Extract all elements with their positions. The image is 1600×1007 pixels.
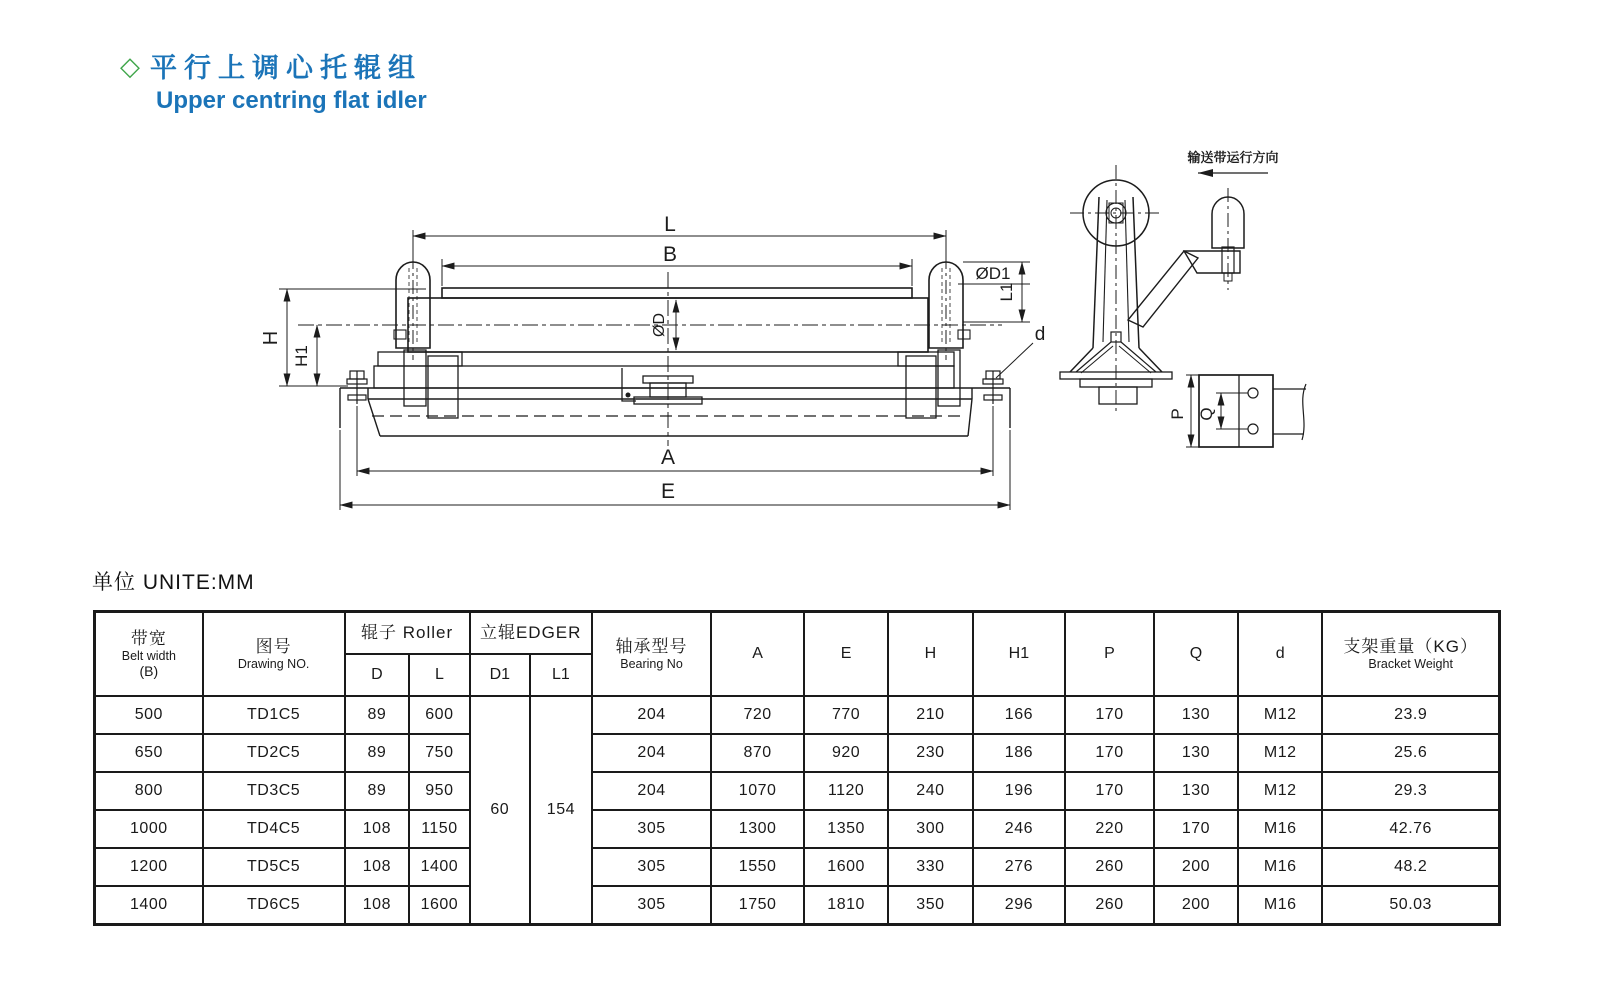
- cell-q: 130: [1154, 772, 1238, 810]
- header-E: E: [804, 612, 888, 697]
- header-bearing-no: 轴承型号 Bearing No: [592, 612, 711, 697]
- dim-label-E: E: [660, 480, 676, 503]
- dim-label-H: H: [260, 330, 282, 346]
- cell-p: 170: [1065, 772, 1154, 810]
- cell-h1: 196: [973, 772, 1066, 810]
- cell-roller-l: 600: [409, 696, 469, 734]
- cell-a: 1070: [711, 772, 804, 810]
- dim-label-L1: L1: [997, 282, 1016, 302]
- spec-table: [93, 610, 1501, 926]
- cell-roller-l: 750: [409, 734, 469, 772]
- table-row: [95, 886, 1500, 925]
- direction-label: 输送带运行方向: [1187, 150, 1279, 165]
- cell-belt-width: 650: [95, 734, 203, 772]
- header-edger: 立辊EDGER: [470, 612, 592, 655]
- cell-p: 170: [1065, 734, 1154, 772]
- side-view: [1060, 165, 1306, 447]
- header-H1: H1: [973, 612, 1066, 697]
- dim-label-P: P: [1168, 408, 1187, 420]
- cell-a: 720: [711, 696, 804, 734]
- cell-q: 130: [1154, 696, 1238, 734]
- cell-q: 170: [1154, 810, 1238, 848]
- cell-h: 210: [888, 696, 972, 734]
- cell-p: 220: [1065, 810, 1154, 848]
- unit-label: 单位 UNITE:MM: [92, 571, 255, 594]
- header-L1: L1: [530, 654, 592, 696]
- cell-bracket-weight: 29.3: [1322, 772, 1499, 810]
- cell-belt-width: 1000: [95, 810, 203, 848]
- dim-label-B: B: [662, 243, 678, 266]
- cell-h1: 166: [973, 696, 1066, 734]
- header-bracket-weight: 支架重量（KG） Bracket Weight: [1322, 612, 1499, 697]
- page-title-cn: 平行上调心托辊组: [150, 53, 422, 83]
- header-A: A: [711, 612, 804, 697]
- cell-bracket-weight: 23.9: [1322, 696, 1499, 734]
- cell-e: 1600: [804, 848, 888, 886]
- dim-label-H1: H1: [292, 345, 311, 367]
- header-D1: D1: [470, 654, 530, 696]
- cell-q: 200: [1154, 886, 1238, 925]
- table-row: [95, 772, 1500, 810]
- belt-band: [442, 288, 912, 298]
- cell-drawing-no: TD4C5: [203, 810, 345, 848]
- header-D: D: [345, 654, 410, 696]
- cell-bracket-weight: 48.2: [1322, 848, 1499, 886]
- cell-d-bolt: M12: [1238, 734, 1322, 772]
- cell-e: 1810: [804, 886, 888, 925]
- cell-edger-l1: 154: [530, 696, 592, 925]
- cell-bearing-no: 204: [592, 734, 711, 772]
- dim-label-d: d: [1034, 324, 1046, 345]
- header-H: H: [888, 612, 972, 697]
- cell-a: 1750: [711, 886, 804, 925]
- support-beam: [374, 366, 954, 388]
- cell-p: 260: [1065, 886, 1154, 925]
- cell-a: 1550: [711, 848, 804, 886]
- dim-label-dD1: ØD1: [975, 264, 1011, 283]
- cell-roller-d: 89: [345, 696, 410, 734]
- cell-e: 770: [804, 696, 888, 734]
- cell-h1: 276: [973, 848, 1066, 886]
- dim-label-A: A: [660, 446, 676, 469]
- left-bracket: [428, 356, 458, 418]
- cell-roller-l: 1400: [409, 848, 469, 886]
- cell-e: 1120: [804, 772, 888, 810]
- cell-e: 1350: [804, 810, 888, 848]
- cell-roller-d: 108: [345, 810, 410, 848]
- cell-h: 350: [888, 886, 972, 925]
- table-row: [95, 696, 1500, 734]
- cell-h1: 296: [973, 886, 1066, 925]
- right-bracket: [906, 356, 936, 418]
- drawing-labels: [260, 150, 1279, 503]
- cell-bearing-no: 305: [592, 886, 711, 925]
- cell-q: 130: [1154, 734, 1238, 772]
- cell-h: 230: [888, 734, 972, 772]
- cell-e: 920: [804, 734, 888, 772]
- cell-a: 870: [711, 734, 804, 772]
- dim-label-L: L: [664, 213, 676, 236]
- table-row: [95, 848, 1500, 886]
- cell-roller-d: 108: [345, 848, 410, 886]
- cell-drawing-no: TD5C5: [203, 848, 345, 886]
- cell-drawing-no: TD3C5: [203, 772, 345, 810]
- cell-drawing-no: TD2C5: [203, 734, 345, 772]
- cell-belt-width: 500: [95, 696, 203, 734]
- table-row: [95, 734, 1500, 772]
- cell-roller-d: 108: [345, 886, 410, 925]
- cell-drawing-no: TD1C5: [203, 696, 345, 734]
- cell-bearing-no: 305: [592, 810, 711, 848]
- cell-h: 300: [888, 810, 972, 848]
- dim-label-dD: ØD: [651, 313, 668, 337]
- header-d: d: [1238, 612, 1322, 697]
- header-belt-width: 带宽 Belt width (B): [95, 612, 203, 697]
- diamond-icon: ◇: [120, 50, 140, 81]
- cell-bearing-no: 305: [592, 848, 711, 886]
- cell-h: 330: [888, 848, 972, 886]
- cell-belt-width: 800: [95, 772, 203, 810]
- cell-p: 260: [1065, 848, 1154, 886]
- cell-roller-l: 1600: [409, 886, 469, 925]
- edger-arm: [1128, 251, 1198, 327]
- header-Q: Q: [1154, 612, 1238, 697]
- cell-roller-l: 1150: [409, 810, 469, 848]
- header-roller: 辊子 Roller: [345, 612, 470, 655]
- table-row: [95, 810, 1500, 848]
- cell-h1: 246: [973, 810, 1066, 848]
- cell-d-bolt: M16: [1238, 886, 1322, 925]
- cell-d-bolt: M16: [1238, 810, 1322, 848]
- cell-p: 170: [1065, 696, 1154, 734]
- spec-table-body: [95, 696, 1500, 925]
- cell-roller-d: 89: [345, 734, 410, 772]
- cell-drawing-no: TD6C5: [203, 886, 345, 925]
- cell-d-bolt: M16: [1238, 848, 1322, 886]
- cell-d-bolt: M12: [1238, 772, 1322, 810]
- page-title-en: Upper centring flat idler: [156, 87, 427, 114]
- cell-bracket-weight: 50.03: [1322, 886, 1499, 925]
- dimensions: [279, 230, 1033, 510]
- cell-belt-width: 1200: [95, 848, 203, 886]
- cell-bracket-weight: 42.76: [1322, 810, 1499, 848]
- cell-bracket-weight: 25.6: [1322, 734, 1499, 772]
- cell-roller-d: 89: [345, 772, 410, 810]
- header-drawing-no: 图号 Drawing NO.: [203, 612, 345, 697]
- header-P: P: [1065, 612, 1154, 697]
- cell-bearing-no: 204: [592, 696, 711, 734]
- front-view: [279, 230, 1033, 510]
- cell-bearing-no: 204: [592, 772, 711, 810]
- cell-belt-width: 1400: [95, 886, 203, 925]
- cell-h: 240: [888, 772, 972, 810]
- cell-roller-l: 950: [409, 772, 469, 810]
- cell-a: 1300: [711, 810, 804, 848]
- header-L: L: [409, 654, 469, 696]
- cell-edger-d1: 60: [470, 696, 530, 925]
- cell-d-bolt: M12: [1238, 696, 1322, 734]
- cell-h1: 186: [973, 734, 1066, 772]
- dim-label-Q: Q: [1197, 407, 1216, 421]
- cell-q: 200: [1154, 848, 1238, 886]
